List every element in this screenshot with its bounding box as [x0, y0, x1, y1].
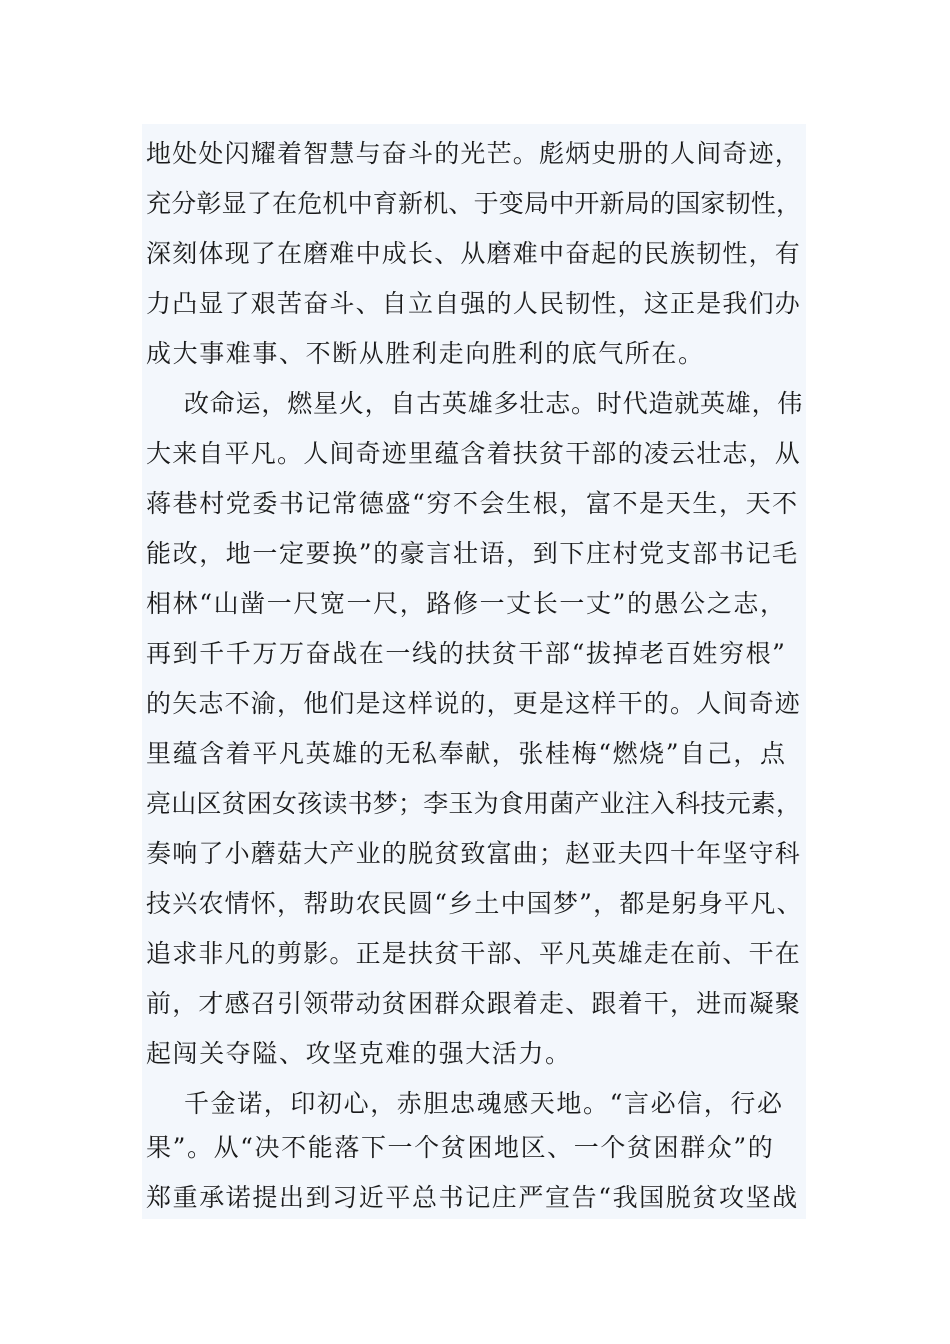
text-line-6: 改命运，燃星火，自古英雄多壮志。时代造就英雄，伟	[184, 389, 804, 418]
text-line-4: 力凸显了艰苦奋斗、自立自强的人民韧性，这正是我们办	[146, 289, 802, 318]
text-line-22: 郑重承诺提出到习近平总书记庄严宣告“我国脱贫攻坚战	[146, 1183, 799, 1212]
text-line-20: 千金诺，印初心，赤胆忠魂感天地。“言必信，行必	[184, 1089, 784, 1118]
text-line-2: 充分彰显了在危机中育新机、于变局中开新局的国家韧性，	[146, 189, 802, 218]
text-line-1: 地处处闪耀着智慧与奋斗的光芒。彪炳史册的人间奇迹，	[146, 139, 802, 168]
text-line-10: 相林“山凿一尺宽一尺，路修一丈长一丈”的愚公之志，	[146, 589, 787, 618]
text-line-21: 果”。从“决不能落下一个贫困地区、一个贫困群众”的	[146, 1133, 775, 1162]
text-line-16: 技兴农情怀，帮助农民圆“乡土中国梦”，都是躬身平凡、	[146, 889, 803, 918]
text-line-9: 能改，地一定要换”的豪言壮语，到下庄村党支部书记毛	[146, 539, 799, 568]
text-line-3: 深刻体现了在磨难中成长、从磨难中奋起的民族韧性，有	[146, 239, 802, 268]
text-line-18: 前，才感召引领带动贫困群众跟着走、跟着干，进而凝聚	[146, 989, 802, 1018]
document-text-block	[142, 124, 806, 1219]
text-line-17: 追求非凡的剪影。正是扶贫干部、平凡英雄走在前、干在	[146, 939, 802, 968]
text-line-14: 亮山区贫困女孩读书梦；李玉为食用菌产业注入科技元素，	[146, 789, 802, 818]
text-line-15: 奏响了小蘑菇大产业的脱贫致富曲；赵亚夫四十年坚守科	[146, 839, 802, 868]
text-line-7: 大来自平凡。人间奇迹里蕴含着扶贫干部的凌云壮志，从	[146, 439, 802, 468]
text-line-8: 蒋巷村党委书记常德盛“穷不会生根，富不是天生，天不	[146, 489, 799, 518]
text-line-12: 的矢志不渝，他们是这样说的，更是这样干的。人间奇迹	[146, 689, 802, 718]
text-line-19: 起闯关夺隘、攻坚克难的强大活力。	[146, 1039, 572, 1068]
text-line-5: 成大事难事、不断从胜利走向胜利的底气所在。	[146, 339, 705, 368]
text-line-13: 里蕴含着平凡英雄的无私奉献，张桂梅“燃烧”自己，点	[146, 739, 787, 768]
text-line-11: 再到千千万万奋战在一线的扶贫干部“拔掉老百姓穷根”	[146, 639, 787, 668]
